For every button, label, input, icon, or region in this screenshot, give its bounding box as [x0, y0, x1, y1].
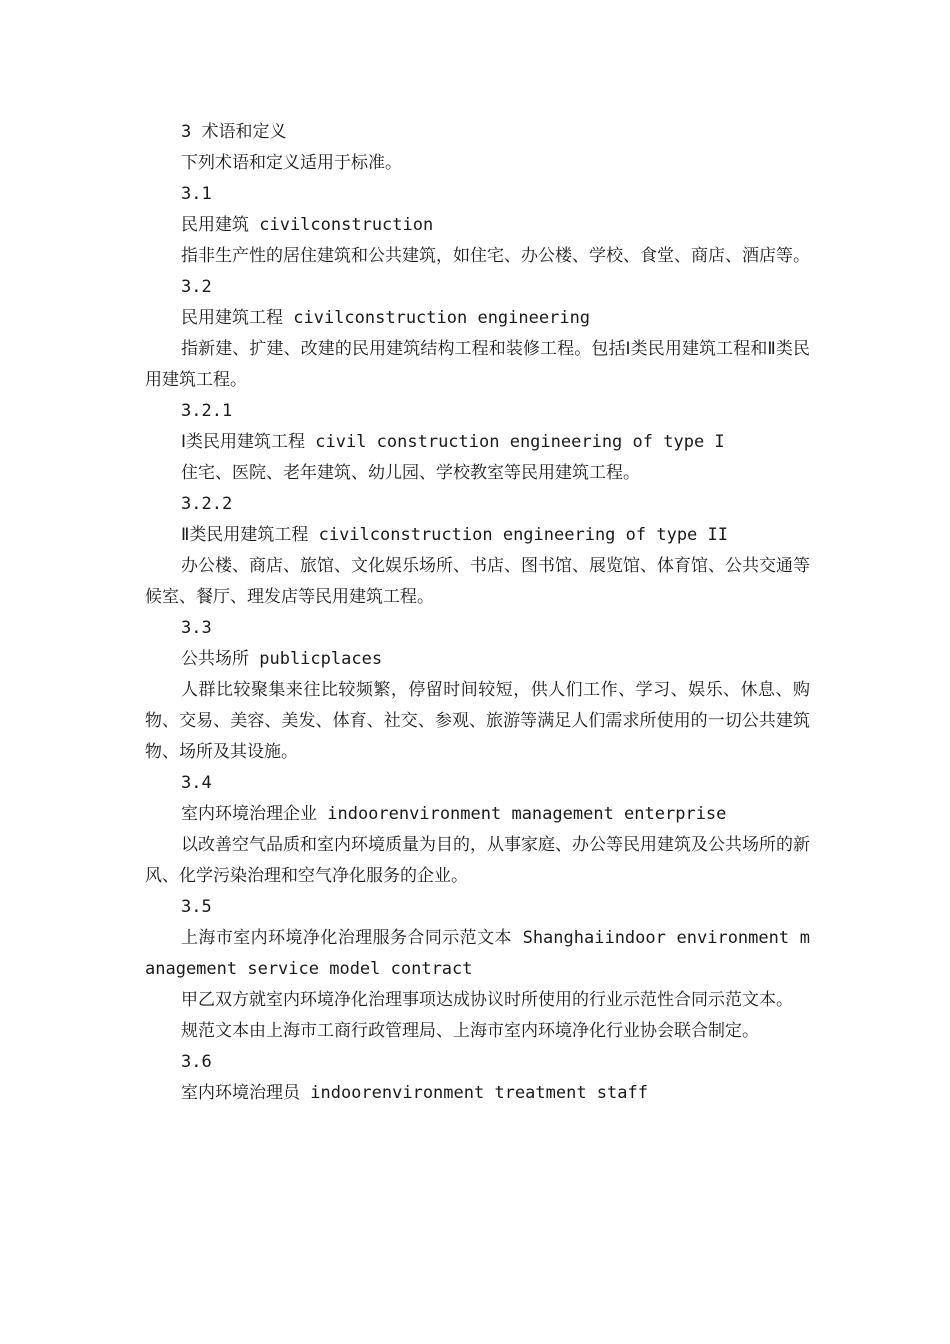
- clause-number: 3.3: [181, 618, 212, 638]
- term-title: 室内环境治理员 indoorenvironment treatment staff: [181, 1083, 648, 1103]
- term-definition: 指非生产性的居住建筑和公共建筑，如住宅、办公楼、学校、食堂、商店、酒店等。: [181, 246, 810, 266]
- clause-number: 3.2.2: [181, 494, 233, 514]
- document-page: [145, 117, 810, 1109]
- term-title: 公共场所 publicplaces: [181, 649, 383, 669]
- term-title: Ⅰ类民用建筑工程 civil construction engineering of type I: [181, 432, 725, 452]
- term-definition: 住宅、医院、老年建筑、幼儿园、学校教室等民用建筑工程。: [181, 463, 640, 483]
- term-definition: 指新建、扩建、改建的民用建筑结构工程和装修工程。包括Ⅰ类民用建筑工程和Ⅱ类民用建筑工程。: [145, 339, 810, 390]
- term-title: 室内环境治理企业 indoorenvironment management enterprise: [181, 804, 727, 824]
- term-definition: 人群比较聚集来往比较频繁，停留时间较短，供人们工作、学习、娱乐、休息、购物、交易、美容、美发、体育、社交、参观、旅游等满足人们需求所使用的一切公共建筑物、场所及其设施。: [145, 680, 810, 762]
- term-definition: 甲乙双方就室内环境净化治理事项达成协议时所使用的行业示范性合同示范文本。: [181, 990, 793, 1010]
- term-title: 上海市室内环境净化治理服务合同示范文本 Shanghaiindoor environment management service model contract: [145, 928, 810, 979]
- clause-number: 3.2: [181, 277, 212, 297]
- clause-number: 3.5: [181, 897, 212, 917]
- clause-number: 3.1: [181, 184, 212, 204]
- paragraph: 下列术语和定义适用于标准。: [181, 153, 402, 173]
- clause-number: 3.6: [181, 1052, 212, 1072]
- term-title: Ⅱ类民用建筑工程 civilconstruction engineering of type II: [181, 525, 728, 545]
- term-note: 规范文本由上海市工商行政管理局、上海市室内环境净化行业协会联合制定。: [181, 1021, 759, 1041]
- term-title: 民用建筑工程 civilconstruction engineering: [181, 308, 591, 328]
- term-title: 民用建筑 civilconstruction: [181, 215, 434, 235]
- clause-number: 3.4: [181, 773, 212, 793]
- clause-number: 3.2.1: [181, 401, 233, 421]
- term-definition: 以改善空气品质和室内环境质量为目的，从事家庭、办公等民用建筑及公共场所的新风、化学污染治理和空气净化服务的企业。: [145, 835, 810, 886]
- term-definition: 办公楼、商店、旅馆、文化娱乐场所、书店、图书馆、展览馆、体育馆、公共交通等候室、餐厅、理发店等民用建筑工程。: [145, 556, 810, 607]
- section-heading: 3 术语和定义: [181, 122, 287, 142]
